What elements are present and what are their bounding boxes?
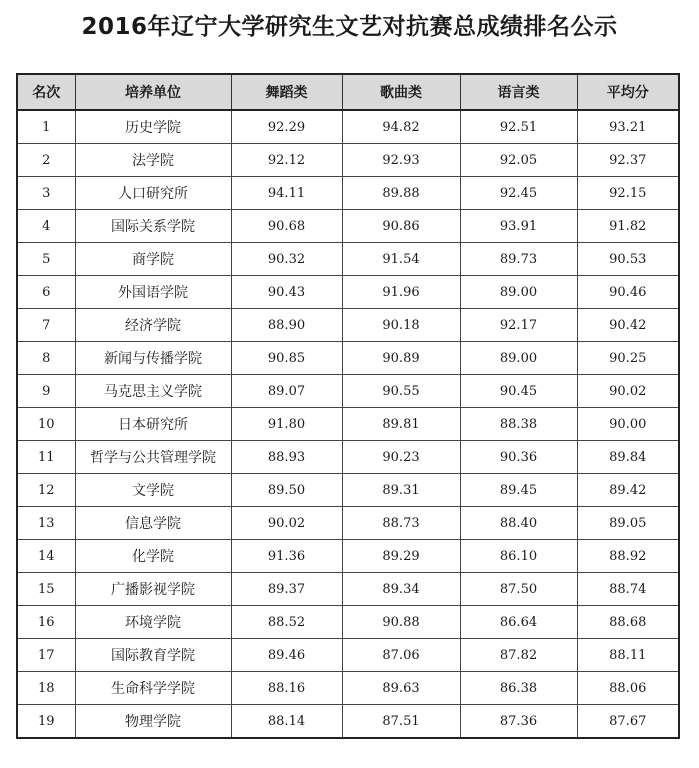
cell-unit: 历史学院	[75, 110, 231, 144]
cell-language: 90.45	[460, 375, 577, 408]
cell-unit: 物理学院	[75, 705, 231, 739]
cell-unit: 生命科学学院	[75, 672, 231, 705]
cell-song: 89.29	[342, 540, 460, 573]
table-row	[17, 177, 679, 210]
table-row	[17, 375, 679, 408]
table-row	[17, 441, 679, 474]
cell-rank: 14	[17, 540, 75, 573]
cell-average: 90.53	[577, 243, 679, 276]
header-average: 平均分	[577, 74, 679, 110]
cell-rank: 4	[17, 210, 75, 243]
cell-average: 90.00	[577, 408, 679, 441]
cell-song: 90.86	[342, 210, 460, 243]
cell-average: 91.82	[577, 210, 679, 243]
cell-language: 92.45	[460, 177, 577, 210]
cell-language: 92.05	[460, 144, 577, 177]
cell-unit: 日本研究所	[75, 408, 231, 441]
cell-rank: 18	[17, 672, 75, 705]
cell-language: 89.00	[460, 342, 577, 375]
cell-language: 89.00	[460, 276, 577, 309]
cell-average: 88.74	[577, 573, 679, 606]
cell-rank: 1	[17, 110, 75, 144]
cell-song: 92.93	[342, 144, 460, 177]
cell-song: 90.89	[342, 342, 460, 375]
cell-average: 90.42	[577, 309, 679, 342]
table-row	[17, 672, 679, 705]
cell-song: 90.88	[342, 606, 460, 639]
cell-unit: 广播影视学院	[75, 573, 231, 606]
table-body	[17, 110, 679, 738]
table-row	[17, 474, 679, 507]
cell-rank: 10	[17, 408, 75, 441]
cell-language: 92.17	[460, 309, 577, 342]
cell-dance: 91.36	[231, 540, 342, 573]
table-row	[17, 309, 679, 342]
cell-rank: 2	[17, 144, 75, 177]
cell-language: 88.40	[460, 507, 577, 540]
cell-song: 89.81	[342, 408, 460, 441]
cell-song: 88.73	[342, 507, 460, 540]
cell-unit: 国际教育学院	[75, 639, 231, 672]
cell-rank: 17	[17, 639, 75, 672]
cell-language: 86.38	[460, 672, 577, 705]
cell-language: 86.64	[460, 606, 577, 639]
cell-average: 89.05	[577, 507, 679, 540]
header-language: 语言类	[460, 74, 577, 110]
cell-rank: 3	[17, 177, 75, 210]
cell-rank: 7	[17, 309, 75, 342]
cell-unit: 哲学与公共管理学院	[75, 441, 231, 474]
header-dance: 舞蹈类	[231, 74, 342, 110]
cell-song: 91.54	[342, 243, 460, 276]
cell-rank: 15	[17, 573, 75, 606]
cell-song: 89.88	[342, 177, 460, 210]
cell-song: 89.34	[342, 573, 460, 606]
cell-unit: 新闻与传播学院	[75, 342, 231, 375]
cell-dance: 90.68	[231, 210, 342, 243]
cell-dance: 88.93	[231, 441, 342, 474]
cell-song: 90.23	[342, 441, 460, 474]
cell-language: 87.50	[460, 573, 577, 606]
cell-song: 87.51	[342, 705, 460, 739]
table-row	[17, 110, 679, 144]
cell-average: 90.25	[577, 342, 679, 375]
cell-average: 92.37	[577, 144, 679, 177]
cell-average: 90.46	[577, 276, 679, 309]
cell-dance: 94.11	[231, 177, 342, 210]
cell-average: 88.06	[577, 672, 679, 705]
header-rank: 名次	[17, 74, 75, 110]
cell-song: 90.55	[342, 375, 460, 408]
cell-unit: 法学院	[75, 144, 231, 177]
cell-song: 87.06	[342, 639, 460, 672]
cell-average: 89.42	[577, 474, 679, 507]
cell-dance: 89.07	[231, 375, 342, 408]
cell-dance: 89.37	[231, 573, 342, 606]
cell-song: 90.18	[342, 309, 460, 342]
table-row	[17, 342, 679, 375]
cell-unit: 信息学院	[75, 507, 231, 540]
cell-average: 93.21	[577, 110, 679, 144]
cell-unit: 文学院	[75, 474, 231, 507]
cell-song: 94.82	[342, 110, 460, 144]
cell-average: 87.67	[577, 705, 679, 739]
cell-unit: 外国语学院	[75, 276, 231, 309]
cell-song: 91.96	[342, 276, 460, 309]
cell-song: 89.31	[342, 474, 460, 507]
cell-dance: 88.90	[231, 309, 342, 342]
cell-average: 90.02	[577, 375, 679, 408]
cell-language: 89.73	[460, 243, 577, 276]
cell-dance: 88.14	[231, 705, 342, 739]
cell-language: 89.45	[460, 474, 577, 507]
table-row	[17, 408, 679, 441]
cell-dance: 89.50	[231, 474, 342, 507]
ranking-table	[16, 73, 680, 739]
table-row	[17, 243, 679, 276]
cell-unit: 商学院	[75, 243, 231, 276]
cell-rank: 13	[17, 507, 75, 540]
cell-unit: 马克思主义学院	[75, 375, 231, 408]
cell-dance: 90.85	[231, 342, 342, 375]
cell-dance: 92.29	[231, 110, 342, 144]
cell-unit: 经济学院	[75, 309, 231, 342]
cell-language: 86.10	[460, 540, 577, 573]
cell-rank: 6	[17, 276, 75, 309]
cell-average: 89.84	[577, 441, 679, 474]
table-row	[17, 540, 679, 573]
header-song: 歌曲类	[342, 74, 460, 110]
cell-unit: 人口研究所	[75, 177, 231, 210]
cell-average: 92.15	[577, 177, 679, 210]
cell-dance: 89.46	[231, 639, 342, 672]
table-row	[17, 573, 679, 606]
cell-rank: 19	[17, 705, 75, 739]
table-row	[17, 705, 679, 739]
cell-average: 88.92	[577, 540, 679, 573]
cell-song: 89.63	[342, 672, 460, 705]
table-row	[17, 276, 679, 309]
cell-dance: 88.16	[231, 672, 342, 705]
cell-average: 88.11	[577, 639, 679, 672]
cell-dance: 90.43	[231, 276, 342, 309]
cell-dance: 91.80	[231, 408, 342, 441]
cell-unit: 国际关系学院	[75, 210, 231, 243]
cell-dance: 90.32	[231, 243, 342, 276]
header-unit: 培养单位	[75, 74, 231, 110]
table-row	[17, 144, 679, 177]
cell-average: 88.68	[577, 606, 679, 639]
cell-dance: 88.52	[231, 606, 342, 639]
table-row	[17, 606, 679, 639]
cell-language: 87.36	[460, 705, 577, 739]
cell-rank: 9	[17, 375, 75, 408]
cell-language: 92.51	[460, 110, 577, 144]
table-row	[17, 210, 679, 243]
cell-unit: 化学院	[75, 540, 231, 573]
cell-language: 93.91	[460, 210, 577, 243]
cell-language: 88.38	[460, 408, 577, 441]
cell-rank: 8	[17, 342, 75, 375]
cell-unit: 环境学院	[75, 606, 231, 639]
cell-language: 90.36	[460, 441, 577, 474]
table-header-row	[17, 74, 679, 110]
cell-rank: 16	[17, 606, 75, 639]
cell-rank: 11	[17, 441, 75, 474]
page-title: 2016年辽宁大学研究生文艺对抗赛总成绩排名公示	[81, 14, 618, 40]
cell-dance: 92.12	[231, 144, 342, 177]
cell-language: 87.82	[460, 639, 577, 672]
table-row	[17, 639, 679, 672]
table-row	[17, 507, 679, 540]
cell-dance: 90.02	[231, 507, 342, 540]
cell-rank: 12	[17, 474, 75, 507]
cell-rank: 5	[17, 243, 75, 276]
